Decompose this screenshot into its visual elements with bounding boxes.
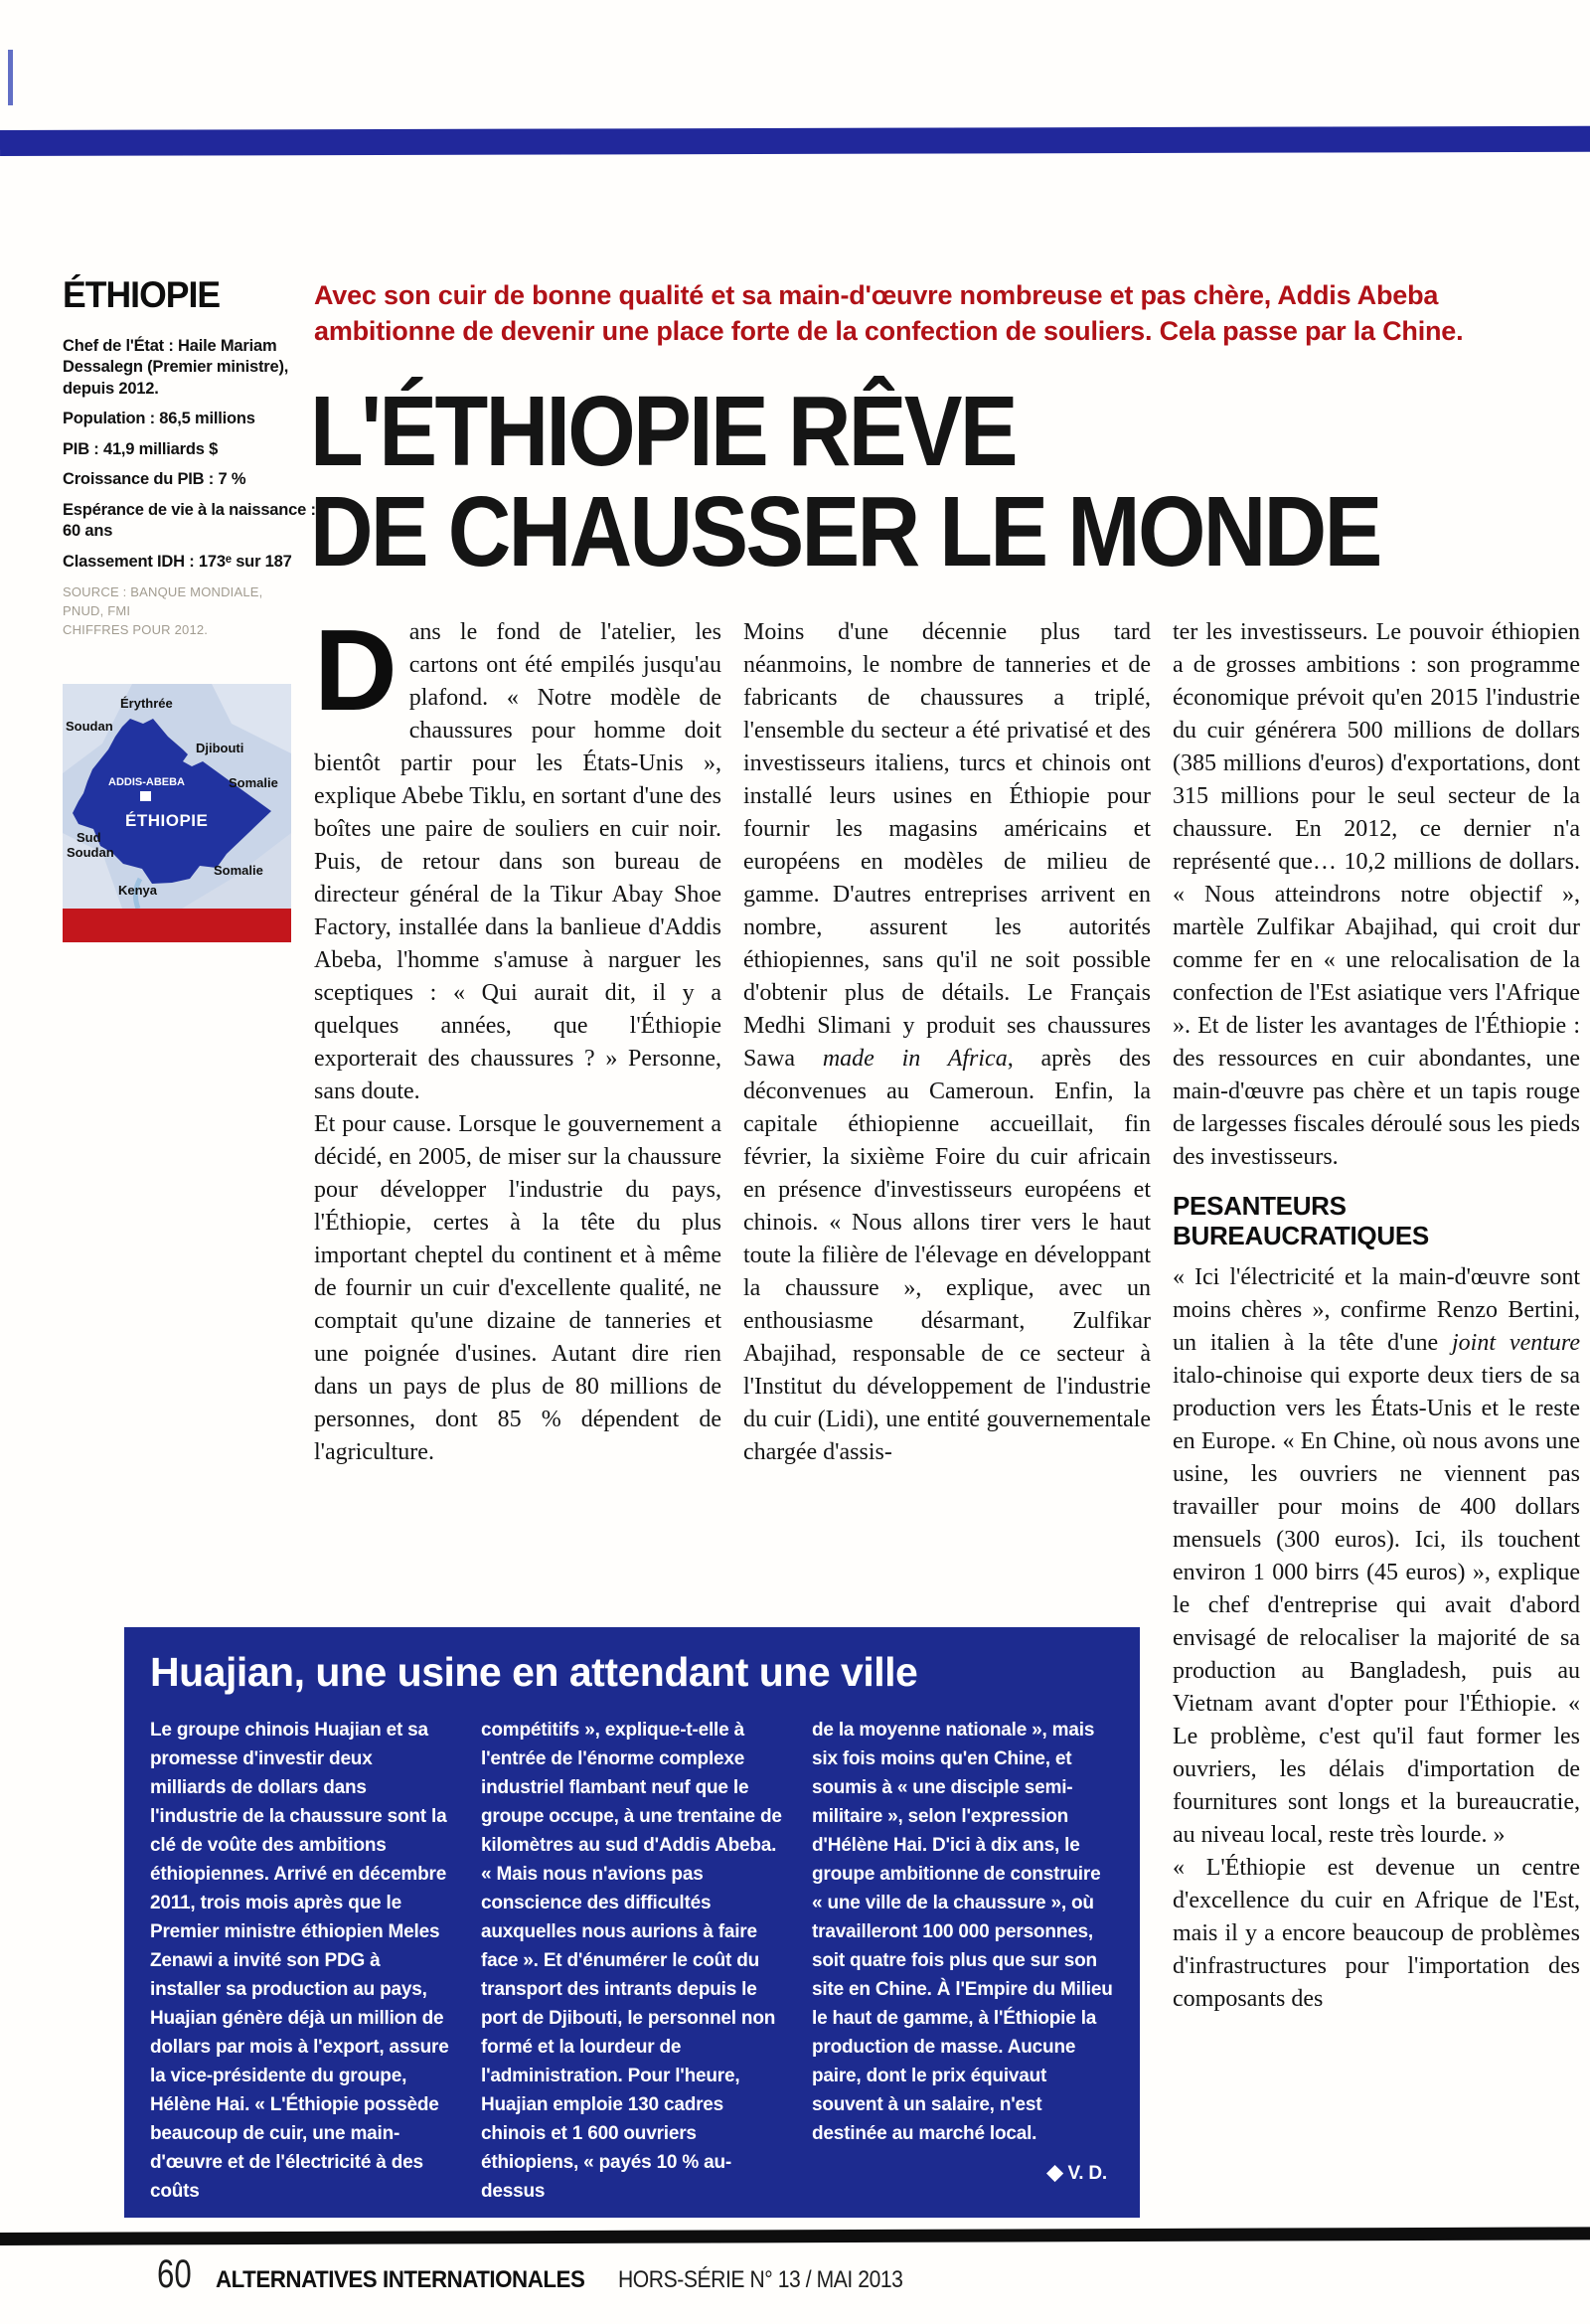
- map-label-somalia-north: Somalie: [229, 775, 278, 790]
- factbox-title: ÉTHIOPIE: [63, 274, 221, 315]
- italic-phrase: joint venture: [1452, 1329, 1580, 1356]
- source-line: PNUD, FMI: [63, 603, 131, 619]
- paragraph: [1173, 1261, 1580, 1852]
- map-label-addis-abeba: ADDIS-ABEBA: [108, 776, 185, 788]
- magazine-name: ALTERNATIVES INTERNATIONALES: [215, 2266, 584, 2293]
- issue-info: HORS-SÉRIE N° 13 / MAI 2013: [617, 2266, 903, 2293]
- article-column-3: [1173, 616, 1580, 2016]
- paragraph: ter les investisseurs. Le pouvoir éthiopien a de grosses ambitions : son programme économique prévoit qu'en 2015 l'industrie du cuir générera 500 millions de dollars (385 millions d'euros) d'exportations, dont 315 millions pour le seul secteur de la chaussure. En 2012, ce dernier n'a représenté que… 10,2 millions de dollars. « Nous atteindrons notre objectif », martèle Zulfikar Abajihad, qui croit dur comme fer en « une relocalisation de la confection de l'Est asiatique vers l'Afrique ». Et de lister les avantages de l'Éthiopie : des ressources en cuir abondantes, une main-d'œuvre pas chère et un tapis rouge de largesses fiscales déroulé sous les pieds des investisseurs.: [1173, 619, 1580, 1170]
- paragraph: Le groupe chinois Huajian et sa promesse d'investir deux milliards de dollars dans l'industrie de la chaussure sont la clé de voûte des ambitions éthiopiennes. Arrivé en décembre 2011, trois mois après que le Premier ministre éthiopien Meles Zenawi a invité son PDG à installer sa production au pays, Huajian génère déjà un million de dollars par mois à l'export, assure la vice-présidente du groupe, Hélène Hai. « L'Éthiopie possède beaucoup de cuir, une main-d'œuvre et de l'électricité à des coûts: [150, 1720, 449, 2202]
- ethiopia-map: [63, 684, 291, 942]
- paragraph-text: Moins d'une décennie plus tard néanmoins, le nombre de tanneries et de fabricants de chaussures a triplé, l'ensemble du secteur a été privatisé et des investisseurs italiens, turcs et chinois ont installé leurs usines en Éthiopie pour fournir les magasins américains et européens en modèles de milieu de gamme. D'autres entreprises arrivent en nombre, assurent les autorités éthiopiennes, sans qu'il ne soit possible d'obtenir plus de détails. Le Français Medhi Slimani y produit ses chaussures Sawa: [743, 619, 1151, 1072]
- huajian-infobox: [124, 1627, 1140, 2218]
- paragraph: compétitifs », explique-t-elle à l'entrée de l'énorme complexe industriel flambant neuf que le groupe occupe, à une trentaine de kilomètres au sud d'Addis Abeba. « Mais nous n'avions pas conscience des difficultés auxquelles nous aurions à faire face ». Et d'énumérer le coût du transport des intrants depuis le port de Djibouti, le personnel non formé et la lourdeur de l'administration. Pour l'heure, Huajian emploie 130 cadres chinois et 1 600 ouvriers éthiopiens, « payés 10 % au-dessus: [481, 1720, 782, 2202]
- infobox-body: [150, 1716, 1114, 2206]
- fact-head-of-state: Chef de l'État : Haile Mariam Dessalegn (Premier ministre), depuis 2012.: [63, 337, 289, 398]
- paragraph-text: , après des déconvenues au Cameroun. Enfin, la capitale éthiopienne accueillait, fin février, la sixième Foire du cuir africain en présence d'investisseurs européens et chinois. « Nous allons tirer vers le haut toute la filière de l'élevage en développant la chaussure », explique, avec un enthousiasme désarmant, Zulfikar Abajihad, responsable de ce secteur à l'Institut du développement de l'industrie du cuir (Lidi), une entité gouvernementale chargée d'assis-: [743, 1046, 1151, 1465]
- addis-abeba-marker: [140, 791, 151, 801]
- diamond-icon: ◆: [1046, 2161, 1063, 2184]
- fact-population: Population : 86,5 millions: [63, 410, 255, 428]
- paragraph: « L'Éthiopie est devenue un centre d'excellence du cuir en Afrique de l'Est, mais il y a encore beaucoup de problèmes d'infrastructures pour l'importation des composants des: [1173, 1854, 1580, 2012]
- source-line: SOURCE : BANQUE MONDIALE,: [63, 583, 263, 599]
- map-label-kenya: Kenya: [118, 883, 158, 898]
- author-initials: V. D.: [1067, 2163, 1107, 2184]
- top-divider-bar: [0, 126, 1590, 156]
- map-label-djibouti: Djibouti: [196, 741, 244, 755]
- fact-hdi-rank: Classement IDH : 173ᵉ sur 187: [63, 552, 292, 571]
- italic-phrase: made in Africa: [822, 1046, 1008, 1072]
- map-label-eritrea: Érythrée: [120, 696, 173, 711]
- page-footer: [157, 2252, 941, 2297]
- infobox-column-2: [481, 1716, 782, 2206]
- source-line: CHIFFRES POUR 2012.: [63, 622, 209, 638]
- map-label-south-sudan-2: Soudan: [67, 845, 114, 860]
- ethiopia-map-graphic: [63, 684, 291, 909]
- drop-cap: D: [314, 605, 398, 735]
- headline-line-1: L'ÉTHIOPIE RÊVE: [310, 376, 1016, 487]
- fact-gdp-growth: Croissance du PIB : 7 %: [63, 470, 246, 489]
- paragraph-text: ans le fond de l'atelier, les cartons ont été empilés jusqu'au plafond. « Notre modèle de chaussures pour homme doit bientôt partir pour les États-Unis », explique Abebe Tiklu, en sortant d'une des boîtes une paire de souliers en cuir noir. Puis, de retour dans son bureau de directeur général de la Tikur Abay Shoe Factory, installée dans la banlieue d'Addis Abeba, l'homme s'amuse à narguer les sceptiques : « Qui aurait dit, il y a quelques années, que l'Éthiopie exporterait des chaussures ? » Personne, sans doute.: [314, 619, 721, 1104]
- infobox-column-1: [150, 1716, 451, 2206]
- map-label-sudan: Soudan: [66, 719, 113, 734]
- page-margin-mark: [8, 50, 13, 105]
- infobox-column-3: [812, 1716, 1113, 2206]
- author-signature: [812, 2158, 1113, 2188]
- paragraph: Et pour cause. Lorsque le gouvernement a décidé, en 2005, de miser sur la chaussure pour développer l'industrie du pays, l'Éthiopie, certes à la tête du plus important cheptel du continent et à même de fournir un cuir d'excellente qualité, ne comptait qu'une dizaine de tanneries et une poignée d'usines. Autant dire rien dans un pays de plus de 80 millions de personnes, dont 85 % dépendent de l'agriculture.: [314, 1111, 721, 1465]
- map-red-bar: [63, 909, 291, 942]
- paragraph-text: « Ici l'électricité et la main-d'œuvre sont moins chères », confirme Renzo Bertini, un italien à la tête d'une: [1173, 1263, 1580, 1356]
- country-factbox: [63, 274, 321, 898]
- factbox-source: [63, 582, 321, 640]
- section-subhead: PESANTEURS BUREAUCRATIQUES: [1173, 1191, 1429, 1250]
- page-number: 60: [157, 2252, 192, 2296]
- map-label-south-sudan-1: Sud: [77, 830, 101, 845]
- article-standfirst: Avec son cuir de bonne qualité et sa main-d'œuvre nombreuse et pas chère, Addis Abeba ambitionne de devenir une place forte de la confection de souliers. Cela passe par la Chine.: [314, 280, 1464, 346]
- paragraph: de la moyenne nationale », mais six fois moins qu'en Chine, et soumis à « une disciple semi-militaire », selon l'expression d'Hélène Hai. D'ici à dix ans, le groupe ambitionne de construire « une ville de la chaussure », où travailleront 100 000 personnes, soit quatre fois plus que sur son site en Chine. À l'Empire du Milieu le haut de gamme, à l'Éthiopie la production de masse. Aucune paire, dont le prix équivaut souvent à un salaire, n'est destinée au marché local.: [812, 1720, 1113, 2144]
- headline-line-2: DE CHAUSSER LE MONDE: [310, 476, 1380, 587]
- footer-divider-rule: [0, 2227, 1590, 2245]
- fact-gdp: PIB : 41,9 milliards $: [63, 439, 219, 458]
- paragraph: [743, 616, 1151, 1469]
- paragraph: [314, 605, 721, 1108]
- map-label-ethiopia: ÉTHIOPIE: [125, 811, 209, 830]
- infobox-title: Huajian, une usine en attendant une ville: [150, 1649, 918, 1695]
- map-label-somalia-south: Somalie: [214, 863, 263, 878]
- article-headline: [310, 376, 1525, 587]
- paragraph-text: italo-chinoise qui exporte deux tiers de sa production vers les États-Unis et le reste en Europe. « En Chine, où nous avons une usine, les ouvriers ne viennent pas travailler pour moins de 400 dollars mensuels (300 euros). Ici, ils touchent environ 1 000 birrs (45 euros) », explique le chef d'entreprise qui avait d'abord envisagé de relocaliser la majorité de sa production au Bangladesh, puis au Vietnam avant d'opter pour l'Éthiopie. « Le problème, c'est qu'il faut former les ouvriers, les délais d'importation de fournitures sont longs et la bureaucratie, au niveau local, reste très lourde. »: [1173, 1362, 1580, 1848]
- fact-life-expectancy: Espérance de vie à la naissance : 60 ans: [63, 500, 316, 541]
